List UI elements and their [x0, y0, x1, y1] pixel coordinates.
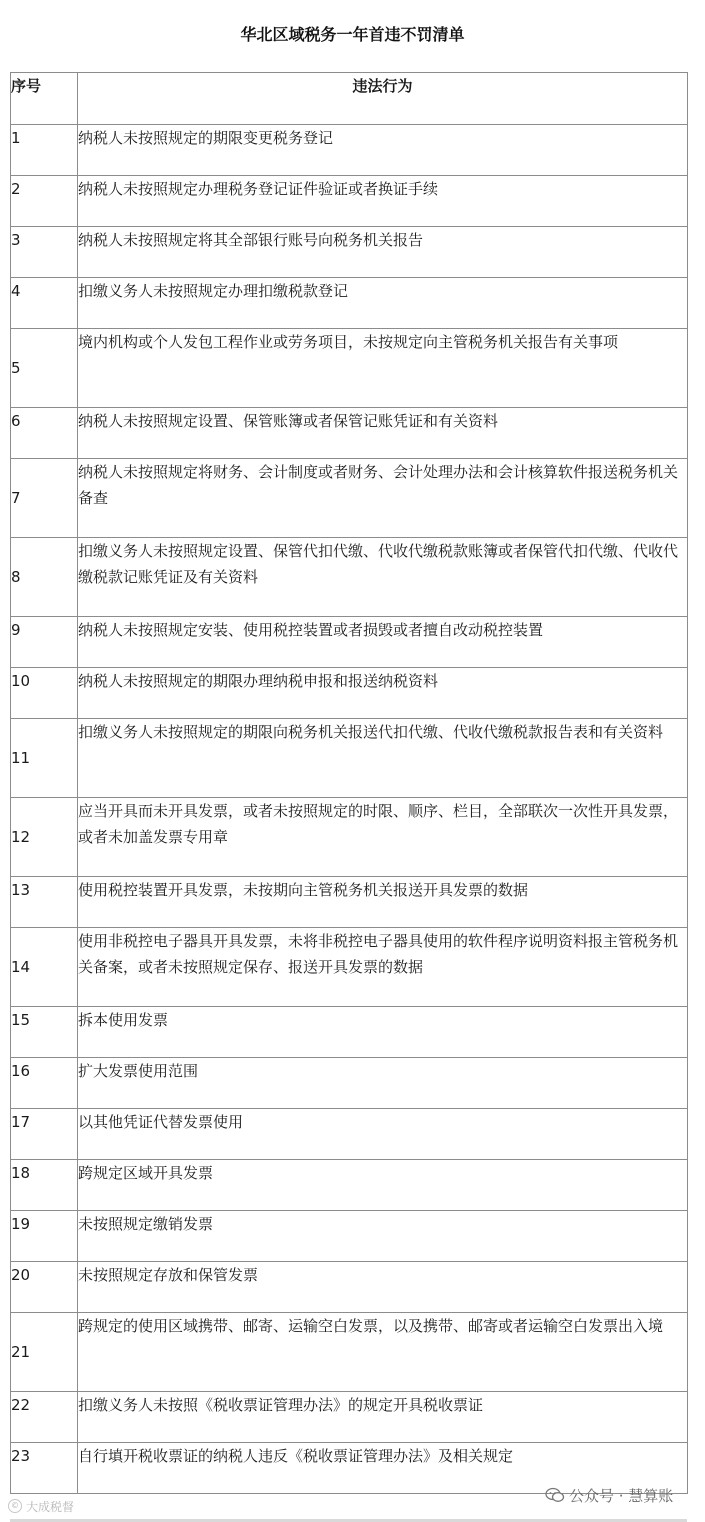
- row-violation: 以其他凭证代替发票使用: [78, 1109, 688, 1160]
- table-row: [11, 329, 688, 408]
- table-header-row: [11, 73, 688, 125]
- row-number: 21: [11, 1313, 78, 1392]
- table-row: [11, 798, 688, 877]
- table-row: [11, 1007, 688, 1058]
- row-violation: 纳税人未按照规定将其全部银行账号向税务机关报告: [78, 227, 688, 278]
- row-number: 6: [11, 408, 78, 459]
- row-number: 3: [11, 227, 78, 278]
- row-number: 2: [11, 176, 78, 227]
- row-number: 20: [11, 1262, 78, 1313]
- table-row: [11, 278, 688, 329]
- table-row: [11, 1058, 688, 1109]
- row-violation: 扣缴义务人未按照《税收票证管理办法》的规定开具税收票证: [78, 1392, 688, 1443]
- row-violation: 自行填开税收票证的纳税人违反《税收票证管理办法》及相关规定: [78, 1443, 688, 1494]
- row-number: 13: [11, 877, 78, 928]
- row-number: 12: [11, 798, 78, 877]
- table-row: [11, 408, 688, 459]
- row-violation: 纳税人未按照规定将财务、会计制度或者财务、会计处理办法和会计核算软件报送税务机关备查: [78, 459, 688, 538]
- table-row: [11, 928, 688, 1007]
- row-number: 17: [11, 1109, 78, 1160]
- row-violation: 使用税控装置开具发票，未按期向主管税务机关报送开具发票的数据: [78, 877, 688, 928]
- row-number: 1: [11, 125, 78, 176]
- row-number: 8: [11, 538, 78, 617]
- watermark-left-text: 大成税督: [26, 1499, 75, 1514]
- row-violation: 扣缴义务人未按照规定办理扣缴税款登记: [78, 278, 688, 329]
- row-violation: 使用非税控电子器具开具发票，未将非税控电子器具使用的软件程序说明资料报主管税务机关备案，或者未按照规定保存、报送开具发票的数据: [78, 928, 688, 1007]
- row-number: 14: [11, 928, 78, 1007]
- watermark: [545, 1481, 705, 1509]
- row-violation: 跨规定区域开具发票: [78, 1160, 688, 1211]
- watermark-text: 公众号 · 慧算账: [569, 1486, 674, 1505]
- row-number: 16: [11, 1058, 78, 1109]
- table-row: [11, 1262, 688, 1313]
- row-number: 7: [11, 459, 78, 538]
- row-number: 15: [11, 1007, 78, 1058]
- table-row: [11, 227, 688, 278]
- table-row: [11, 459, 688, 538]
- table-row: [11, 877, 688, 928]
- table-row: [11, 1211, 688, 1262]
- page-title: 华北区域税务一年首违不罚清单: [240, 25, 465, 44]
- row-violation: 应当开具而未开具发票，或者未按照规定的时限、顺序、栏目，全部联次一次性开具发票，或者未加盖发票专用章: [78, 798, 688, 877]
- table-row: [11, 538, 688, 617]
- row-violation: 未按照规定存放和保管发票: [78, 1262, 688, 1313]
- table-row: [11, 617, 688, 668]
- row-number: 11: [11, 719, 78, 798]
- row-number: 18: [11, 1160, 78, 1211]
- row-violation: 扩大发票使用范围: [78, 1058, 688, 1109]
- row-violation: 拆本使用发票: [78, 1007, 688, 1058]
- table-row: [11, 125, 688, 176]
- row-number: 19: [11, 1211, 78, 1262]
- copyright-icon: ©: [8, 1499, 22, 1513]
- row-number: 5: [11, 329, 78, 408]
- header-serial-number: 序号: [11, 73, 78, 125]
- table-row: [11, 1392, 688, 1443]
- table-row: [11, 1109, 688, 1160]
- violations-table: [10, 72, 688, 1494]
- row-violation: 纳税人未按照规定的期限办理纳税申报和报送纳税资料: [78, 668, 688, 719]
- header-violation: 违法行为: [78, 73, 688, 125]
- row-violation: 纳税人未按照规定的期限变更税务登记: [78, 125, 688, 176]
- row-violation: 境内机构或个人发包工程作业或劳务项目，未按规定向主管税务机关报告有关事项: [78, 329, 688, 408]
- row-number: 4: [11, 278, 78, 329]
- row-number: 9: [11, 617, 78, 668]
- wechat-icon: [545, 1487, 565, 1503]
- watermark-left: [8, 1498, 98, 1514]
- row-violation: 纳税人未按照规定安装、使用税控装置或者损毁或者擅自改动税控装置: [78, 617, 688, 668]
- table-row: [11, 1160, 688, 1211]
- table-row: [11, 668, 688, 719]
- row-violation: 扣缴义务人未按照规定的期限向税务机关报送代扣代缴、代收代缴税款报告表和有关资料: [78, 719, 688, 798]
- row-violation: 跨规定的使用区域携带、邮寄、运输空白发票，以及携带、邮寄或者运输空白发票出入境: [78, 1313, 688, 1392]
- row-number: 23: [11, 1443, 78, 1494]
- row-violation: 扣缴义务人未按照规定设置、保管代扣代缴、代收代缴税款账簿或者保管代扣代缴、代收代缴税款记账凭证及有关资料: [78, 538, 688, 617]
- table-row: [11, 176, 688, 227]
- row-violation: 纳税人未按照规定办理税务登记证件验证或者换证手续: [78, 176, 688, 227]
- cut-off-text-line: [10, 1515, 687, 1522]
- row-violation: 纳税人未按照规定设置、保管账簿或者保管记账凭证和有关资料: [78, 408, 688, 459]
- table-row: [11, 1313, 688, 1392]
- table-row: [11, 719, 688, 798]
- row-number: 10: [11, 668, 78, 719]
- row-number: 22: [11, 1392, 78, 1443]
- row-violation: 未按照规定缴销发票: [78, 1211, 688, 1262]
